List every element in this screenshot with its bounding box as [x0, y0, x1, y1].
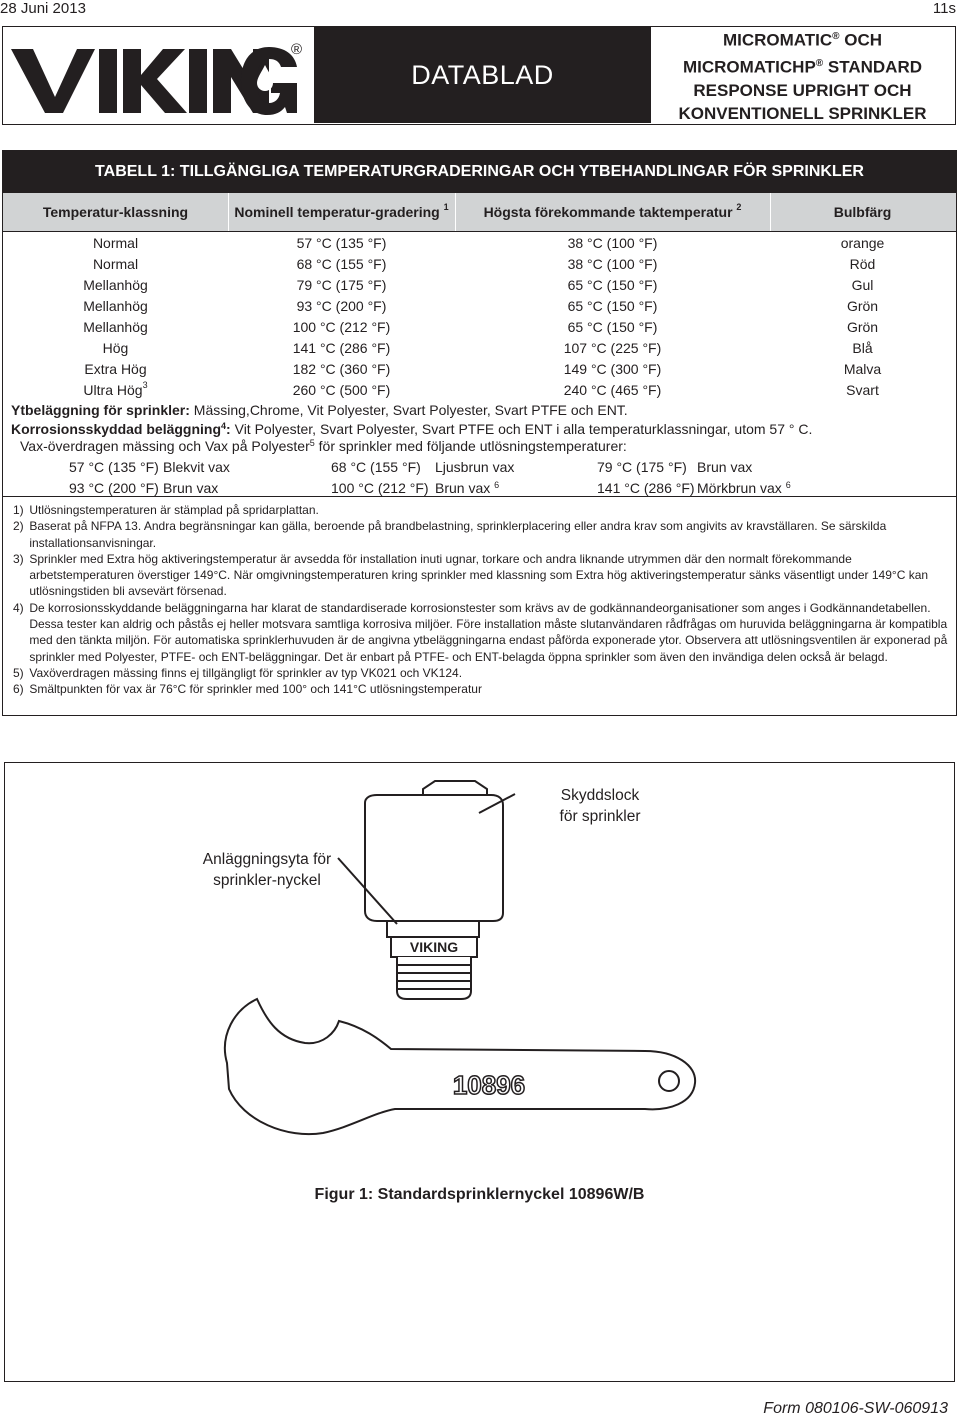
- cell-taktemperatur: 107 °C (225 °F): [563, 339, 662, 356]
- cell-taktemperatur: 38 °C (100 °F): [567, 255, 658, 272]
- wax-color: Mörkbrun vax $^6$: [697, 480, 791, 496]
- figure-box: [4, 762, 955, 1382]
- cell-klassning: Mellanhög: [83, 276, 148, 293]
- cell-taktemperatur: 65 °C (150 °F): [567, 276, 658, 293]
- product-title: [651, 27, 954, 123]
- title-line: MICROMATICHP® STANDARD: [682, 57, 923, 77]
- footnote: 3) Sprinkler med Extra hög aktiveringstemperatur är avsedda för installation inuti ugnar, torkare och andra liknande utrymmen där den normalt förekommande arbetstemperaturen överstiger 149°C. När omgivningstemperaturen kring sprinkler med klassning som Extra hög aktiveringstemperatur sänks väsentligt under 149°C kan utlösningstiden bli avsevärt försenad.: [13, 551, 929, 599]
- table-title: TABELL 1: TILLGÄNGLIGA TEMPERATURGRADERINGAR OCH YTBEHANDLINGAR FÖR SPRINKLER: [3, 151, 956, 193]
- form-number: Form 080106-SW-060913: [763, 1400, 948, 1417]
- sprinkler-logo: VIKING: [409, 939, 459, 955]
- cell-bulbfarg: Röd: [849, 255, 876, 272]
- temperature-table-box: [2, 150, 957, 716]
- cell-nominell: 141 °C (286 °F): [292, 339, 391, 356]
- header-bulbfarg: Bulbfärg: [833, 204, 892, 220]
- cell-nominell: 182 °C (360 °F): [292, 360, 391, 377]
- wax-color: Ljusbrun vax: [435, 459, 515, 475]
- wax-temperature: 141 °C (286 °F): [597, 480, 695, 496]
- wax-temperature: 79 °C (175 °F): [597, 459, 687, 475]
- wax-line: Vax-överdragen mässing och Vax på Polyester$^5$ för sprinkler med följande utlösningstemperaturer:: [20, 438, 627, 454]
- cell-klassning: Mellanhög: [83, 297, 148, 314]
- cell-nominell: 93 °C (200 °F): [296, 297, 387, 314]
- viking-logo: [3, 27, 315, 123]
- cell-taktemperatur: 65 °C (150 °F): [567, 318, 658, 335]
- figure-caption: Figur 1: Standardsprinklernyckel 10896W/B: [314, 1186, 645, 1203]
- cell-bulbfarg: Grön: [846, 318, 879, 335]
- title-line: MICROMATIC® OCH: [722, 31, 883, 50]
- cell-bulbfarg: Blå: [852, 339, 873, 356]
- cell-klassning: Normal: [92, 234, 139, 251]
- coating-line: Ytbeläggning för sprinkler: Mässing,Chrome, Vit Polyester, Svart Polyester, Svart PTFE och ENT.: [11, 402, 628, 418]
- wax-temperature: 100 °C (212 °F): [331, 480, 429, 496]
- table-row: [3, 379, 956, 400]
- wax-color: Brun vax: [697, 459, 753, 475]
- table-row: [3, 232, 956, 253]
- cell-nominell: 260 °C (500 °F): [292, 381, 391, 398]
- cell-nominell: 57 °C (135 °F): [296, 234, 387, 251]
- cell-bulbfarg: orange: [840, 234, 885, 251]
- wax-color: Blekvit vax: [163, 459, 230, 475]
- table-row: [3, 295, 956, 316]
- footnote: 4) De korrosionsskyddande beläggningarna har klarat de standardiserade korrosionstester som krävs av de godkännandeorganisationer som anges i Godkännandetabellen. Dessa tester kan aldrig och påstås ej heller motsvara samtliga korrosiva miljöer. Före installation måste slutanvändaren rådfrågas om huruvida beläggningarna är kompatibla med den tänkta miljön. För automatiska sprinklerhuvuden är de angivna ytbeläggningarna endast påförda exponerade ytor. Observera att utlösningsventilen är exponerad på sprinkler med Polyester, PTFE- och ENT-beläggningar. Det är enbart på PTFE- och ENT-belagda öppna sprinkler som även den invändiga delen också är belagd.: [13, 600, 948, 664]
- table-row: [3, 316, 956, 337]
- cell-nominell: 100 °C (212 °F): [292, 318, 391, 335]
- cell-klassning: Extra Hög: [84, 360, 147, 377]
- wax-temperature: 93 °C (200 °F): [69, 480, 159, 496]
- cell-klassning: Normal: [92, 255, 139, 272]
- cell-taktemperatur: 38 °C (100 °F): [567, 234, 658, 251]
- title-line: RESPONSE UPRIGHT OCH: [693, 80, 912, 100]
- cell-taktemperatur: 240 °C (465 °F): [563, 381, 662, 398]
- divider: [3, 496, 956, 497]
- cell-bulbfarg: Grön: [846, 297, 879, 314]
- cell-klassning: Hög: [102, 339, 129, 356]
- table-row: [3, 253, 956, 274]
- table-row: [3, 358, 956, 379]
- footnote: 1) Utlösningstemperaturen är stämplad på spridarplattan.: [13, 503, 319, 517]
- wrench-number: 10896: [452, 1070, 526, 1100]
- table-row: [3, 337, 956, 358]
- cell-nominell: 79 °C (175 °F): [296, 276, 387, 293]
- cell-klassning: Ultra Hög $^3$: [83, 379, 148, 398]
- label-wrench-surface: Anläggningsyta för sprinkler-nyckel: [202, 851, 332, 889]
- cell-klassning: Mellanhög: [83, 318, 148, 335]
- header-temperatur-klassning: Temperatur-klassning: [3, 193, 229, 231]
- page-date: 28 Juni 2013: [0, 0, 86, 17]
- wax-temperature: 68 °C (155 °F): [331, 459, 421, 475]
- cell-taktemperatur: 65 °C (150 °F): [567, 297, 658, 314]
- corrosion-line: Korrosionsskyddad beläggning$^4$: Vit Polyester, Svart Polyester, Svart PTFE och ENT i alla temperaturklassningar, utom 57 ° C.: [11, 421, 813, 437]
- datasheet-header: [2, 26, 956, 125]
- cell-nominell: 68 °C (155 °F): [296, 255, 387, 272]
- header-nominell-temperatur: Nominell temperatur-gradering $^1$: [228, 193, 456, 231]
- wax-color: Brun vax $^6$: [435, 480, 500, 496]
- table-header: [3, 193, 956, 232]
- cell-bulbfarg: Gul: [851, 276, 874, 293]
- footnote: 5) Vaxöverdragen mässing finns ej tillgängligt för sprinkler av typ VK021 och VK124.: [13, 665, 463, 680]
- page-number: 11s: [932, 0, 956, 17]
- wax-temperature: 57 °C (135 °F): [69, 459, 159, 475]
- registered-mark: ®: [291, 41, 303, 58]
- viking-logo-icon: [3, 27, 314, 123]
- footnote: 2) Baserat på NFPA 13. Andra begränsningar kan gälla, beroende på brandbelastning, sprinklerplacering eller andra krav som angivits av kravställaren. Se särskilda installationsanvisningar.: [13, 519, 887, 550]
- wax-color: Brun vax: [163, 480, 219, 496]
- cell-taktemperatur: 149 °C (300 °F): [563, 360, 662, 377]
- cell-bulbfarg: Malva: [843, 360, 882, 377]
- footnote: 6) Smältpunkten för vax är 76°C för sprinkler med 100° och 141°C utlösningstemperatur: [13, 682, 482, 697]
- doc-type: DATABLAD: [314, 27, 651, 123]
- label-protective-cap: Skyddslock för sprinkler: [559, 787, 641, 825]
- footnotes: [13, 502, 948, 698]
- cell-bulbfarg: Svart: [846, 381, 879, 398]
- header-hogsta-taktemperatur: Högsta förekommande taktemperatur $^2$: [455, 193, 771, 231]
- title-line: KONVENTIONELL SPRINKLER: [678, 103, 927, 123]
- wrench-figure: [5, 763, 953, 1173]
- table-body: [3, 232, 956, 400]
- table-row: [3, 274, 956, 295]
